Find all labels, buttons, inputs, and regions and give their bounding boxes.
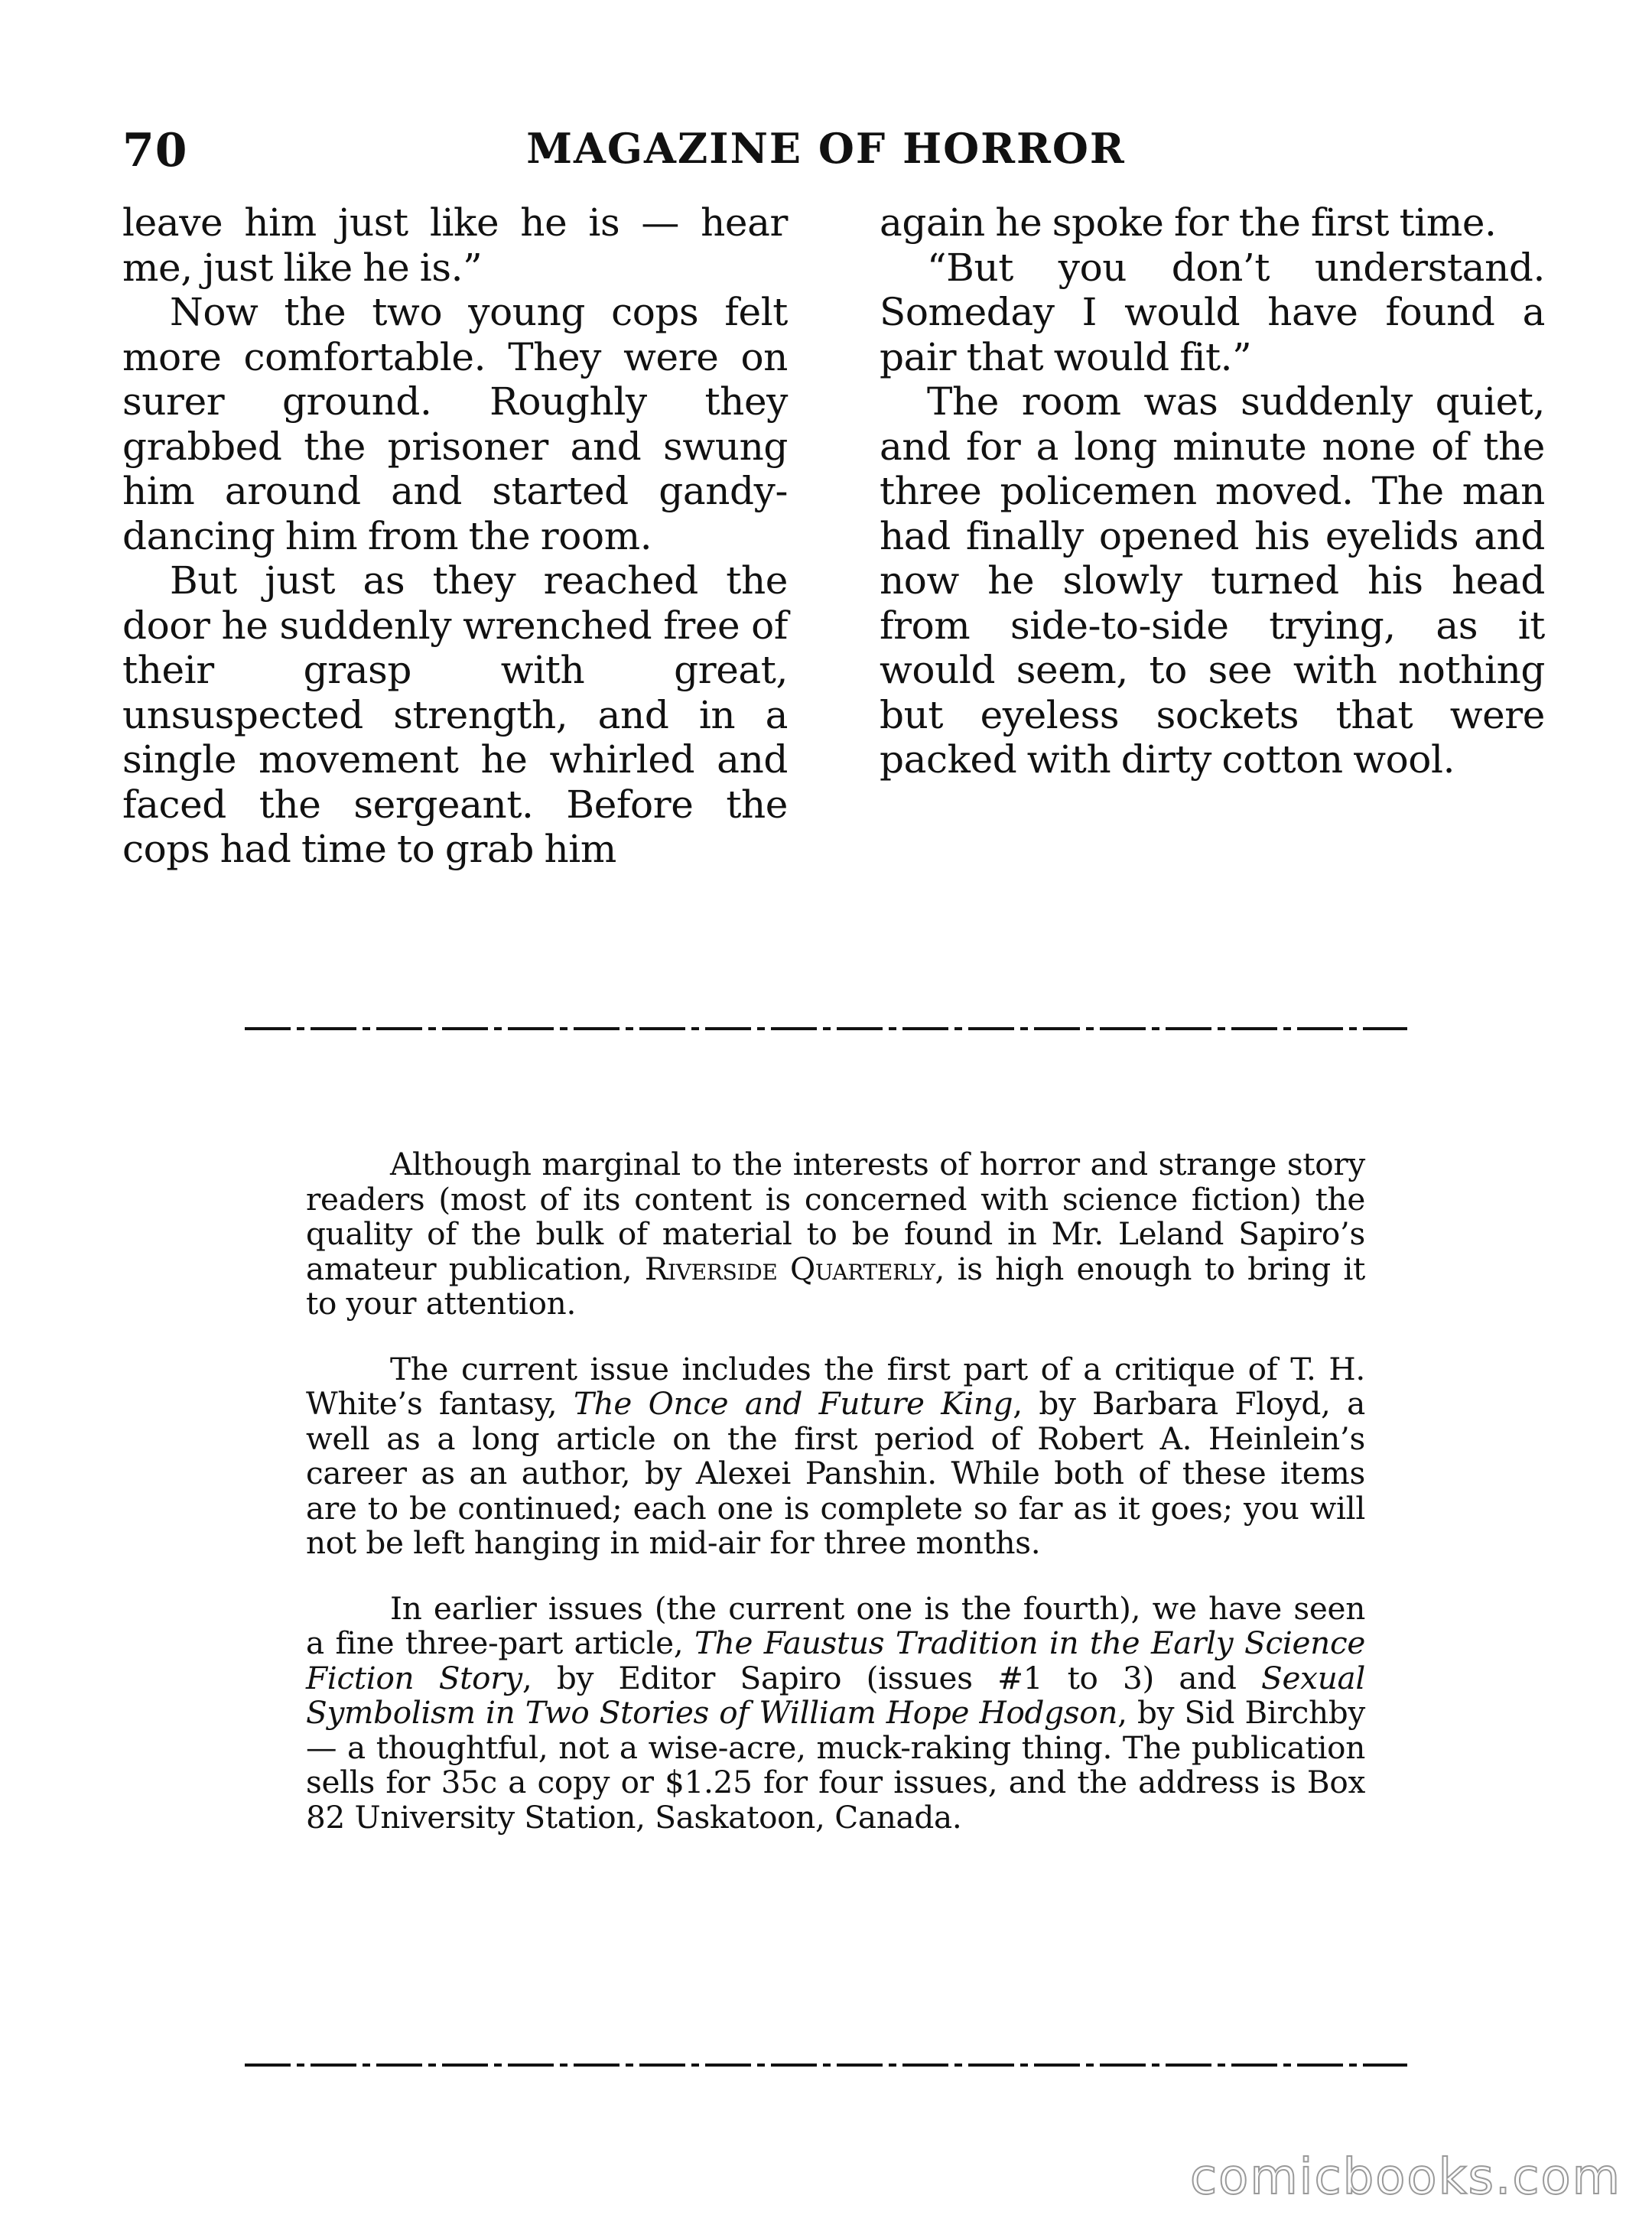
story-paragraph: leave him just like he is — hear me, just like he is.” <box>122 200 788 290</box>
article-title: Sexual Symbolism in Two Stories of William Hope Hodgson <box>306 1659 1365 1731</box>
notice-paragraph: In earlier issues (the current one is the fourth), we have seen a fine three-part article, The Faustus Tradition in the Early Science Fiction Story, by Editor Sapiro (issues #1 to 3) and Sexual Symbolism in Two Stories of William Hope Hodgson, by Sid Birchby — a thoughtful, not a wise-acre, muck-raking thing. The publication sells for 35c a copy or $1.25 for four issues, and the address is Box 82 University Station, Saskatoon, Canada. <box>306 1589 1365 1836</box>
story-paragraph: again he spoke for the first time. <box>880 200 1497 245</box>
story-column-left <box>122 200 788 872</box>
page-number: 70 <box>122 124 188 177</box>
notice-paragraph: The current issue includes the first part of a critique of T. H. White’s fantasy, The Once and Future King, by Barbara Floyd, a well as a long article on the first period of Robert A. Heinlein’s career as an author, by Alexei Panshin. While both of these items are to be continued; each one is complete so far as it goes; you will not be left hanging in mid-air for three months. <box>306 1350 1365 1561</box>
watermark: comicbooks.com <box>1189 2149 1621 2206</box>
article-title: The Faustus Tradition in the Early Science Fiction Story <box>306 1624 1365 1696</box>
story-paragraph: “But you don’t understand. Someday I would have found a pair that would fit.” <box>880 245 1545 379</box>
story-paragraph: But just as they reached the door he suddenly wrenched free of their grasp with great, unsuspected strength, and in a single movement he whirled and faced the sergeant. Before the cops had time to grab him <box>122 558 788 871</box>
publication-title: Riverside Quarterly <box>644 1250 935 1287</box>
story-column-right <box>880 200 1545 782</box>
notice-paragraph: Although marginal to the interests of horror and strange story readers (most of its content is concerned with science fiction) the quality of the bulk of material to be found in Mr. Leland Sapiro’s amateur publication, Riverside Quarterly, is high enough to bring it to your attention. <box>306 1146 1365 1322</box>
book-title: The Once and Future King <box>573 1385 1013 1422</box>
riverside-quarterly-notice <box>306 1147 1365 1865</box>
story-paragraph: Now the two young cops felt more comfortable. They were on surer ground. Roughly they grabbed the prisoner and swung him around and started gandy-dancing him from the room. <box>122 290 788 558</box>
ornamental-divider-top <box>245 1025 1407 1033</box>
story-paragraph: The room was suddenly quiet, and for a long minute none of the three policemen moved. The man had finally opened his eyelids and now he slowly turned his head from side-to-side trying, as it would seem, to see with nothing but eyeless sockets that were packed with dirty cotton wool. <box>880 379 1545 782</box>
running-head: MAGAZINE OF HORROR <box>526 124 1126 173</box>
ornamental-divider-bottom <box>245 2061 1407 2069</box>
